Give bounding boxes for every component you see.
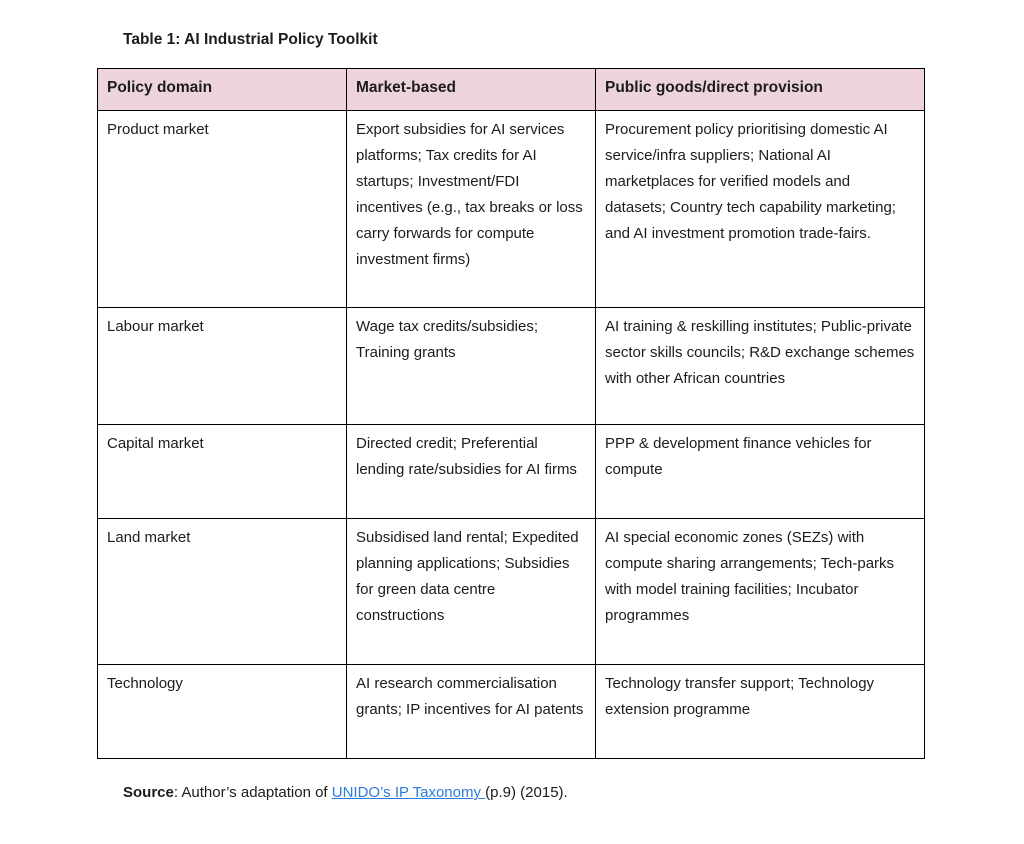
cell-domain: Capital market: [98, 425, 347, 519]
table-row-labour-market: [98, 308, 925, 425]
cell-public-goods: AI special economic zones (SEZs) with compute sharing arrangements; Tech-parks with model training facilities; Incubator programmes: [596, 519, 925, 665]
cell-public-goods: Technology transfer support; Technology extension programme: [596, 665, 925, 759]
table-row-land-market: [98, 519, 925, 665]
table-row-technology: [98, 665, 925, 759]
table-row-product-market: [98, 111, 925, 308]
cell-market-based: Directed credit; Preferential lending rate/subsidies for AI firms: [347, 425, 596, 519]
unido-ip-taxonomy-link[interactable]: UNIDO’s IP Taxonomy: [331, 784, 486, 801]
cell-market-based: AI research commercialisation grants; IP incentives for AI patents: [347, 665, 596, 759]
table-header-row: [98, 69, 925, 111]
cell-domain: Product market: [98, 111, 347, 308]
column-header-public-goods: Public goods/direct provision: [596, 69, 925, 111]
cell-domain: Technology: [98, 665, 347, 759]
source-label: Source: [123, 784, 174, 801]
source-suffix-text: (p.9) (2015).: [485, 784, 568, 801]
cell-public-goods: AI training & reskilling institutes; Public-private sector skills councils; R&D exchange schemes with other African countries: [596, 308, 925, 425]
cell-market-based: Export subsidies for AI services platforms; Tax credits for AI startups; Investment/FDI incentives (e.g., tax breaks or loss carry forwards for compute investment firms): [347, 111, 596, 308]
cell-domain: Labour market: [98, 308, 347, 425]
column-header-policy-domain: Policy domain: [98, 69, 347, 111]
policy-toolkit-table: [97, 68, 925, 759]
cell-market-based: Wage tax credits/subsidies; Training grants: [347, 308, 596, 425]
source-prefix-text: : Author’s adaptation of: [173, 784, 332, 801]
cell-domain: Land market: [98, 519, 347, 665]
cell-public-goods: PPP & development finance vehicles for compute: [596, 425, 925, 519]
source-citation: [123, 780, 568, 806]
cell-public-goods: Procurement policy prioritising domestic AI service/infra suppliers; National AI marketplaces for verified models and datasets; Country tech capability marketing; and AI investment promotion trade-fairs.: [596, 111, 925, 308]
table-row-capital-market: [98, 425, 925, 519]
table-title: Table 1: AI Industrial Policy Toolkit: [123, 31, 378, 48]
column-header-market-based: Market-based: [347, 69, 596, 111]
cell-market-based: Subsidised land rental; Expedited planning applications; Subsidies for green data centre constructions: [347, 519, 596, 665]
